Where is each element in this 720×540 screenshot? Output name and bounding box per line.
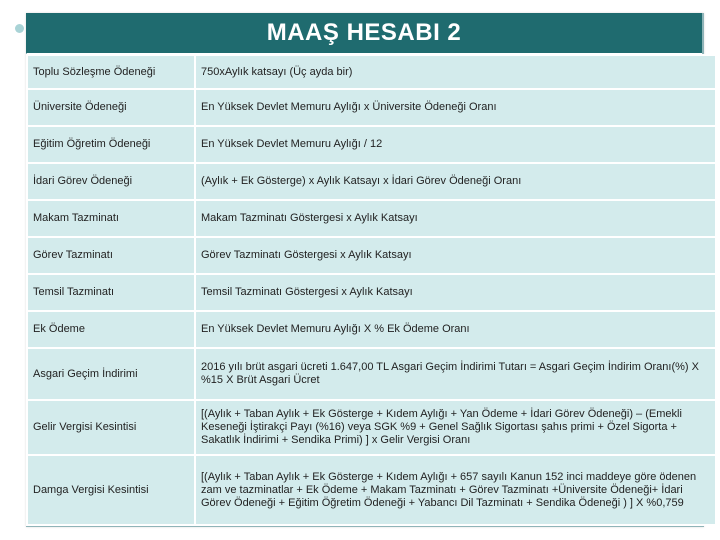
page-title: MAAŞ HESABI 2 — [266, 19, 462, 46]
row-label: Asgari Geçim İndirimi — [27, 348, 195, 400]
table-row — [27, 348, 716, 400]
row-value: 2016 yılı brüt asgari ücreti 1.647,00 TL Asgari Geçim İndirimi Tutarı = Asgari Geçim İndirim Oranı(%) X %15 X Brüt Asgari Ücret — [195, 348, 716, 400]
row-value: [(Aylık + Taban Aylık + Ek Gösterge + Kıdem Aylığı + 657 sayılı Kanun 152 inci maddeye göre ödenen zam ve tazminatlar + Ek Ödeme + Makam Tazminatı + Görev Tazminatı +Üniversite Ödeneği+ İdari Görev Ödeneği + Eğitim Öğretim Ödeneği + Yabancı Dil Tazminatı + Sendika Ödeneği ) ] X %0,759 — [195, 455, 716, 525]
decorative-dot — [15, 24, 24, 33]
table-row — [27, 274, 716, 311]
row-label: Gelir Vergisi Kesintisi — [27, 400, 195, 455]
frame-accent — [702, 14, 704, 54]
table-row — [27, 163, 716, 200]
row-label: Damga Vergisi Kesintisi — [27, 455, 195, 525]
row-value: [(Aylık + Taban Aylık + Ek Gösterge + Kıdem Aylığı + Yan Ödeme + İdari Görev Ödeneği) – (Emekli Keseneği İştirakçi Payı (%16) veya SGK %9 + Genel Sağlık Sigortası şahıs primi + Özel Sigorta + Sakatlık İndirimi + Sendika Primi) ] x Gelir Vergisi Oranı — [195, 400, 716, 455]
table-row — [27, 55, 716, 89]
table-row — [27, 200, 716, 237]
table-row — [27, 455, 716, 525]
salary-table — [26, 54, 717, 526]
row-value: Temsil Tazminatı Göstergesi x Aylık Katsayı — [195, 274, 716, 311]
row-value: En Yüksek Devlet Memuru Aylığı / 12 — [195, 126, 716, 163]
row-label: Makam Tazminatı — [27, 200, 195, 237]
row-value: 750xAylık katsayı (Üç ayda bir) — [195, 55, 716, 89]
title-bar — [26, 13, 702, 53]
row-value: En Yüksek Devlet Memuru Aylığı X % Ek Ödeme Oranı — [195, 311, 716, 348]
table-row — [27, 237, 716, 274]
row-value: Makam Tazminatı Göstergesi x Aylık Katsayı — [195, 200, 716, 237]
row-label: İdari Görev Ödeneği — [27, 163, 195, 200]
table-row — [27, 126, 716, 163]
row-label: Görev Tazminatı — [27, 237, 195, 274]
row-value: En Yüksek Devlet Memuru Aylığı x Üniversite Ödeneği Oranı — [195, 89, 716, 126]
row-label: Ek Ödeme — [27, 311, 195, 348]
row-label: Eğitim Öğretim Ödeneği — [27, 126, 195, 163]
table-row — [27, 400, 716, 455]
row-label: Üniversite Ödeneği — [27, 89, 195, 126]
row-label: Toplu Sözleşme Ödeneği — [27, 55, 195, 89]
row-label: Temsil Tazminatı — [27, 274, 195, 311]
row-value: Görev Tazminatı Göstergesi x Aylık Katsayı — [195, 237, 716, 274]
table-row — [27, 89, 716, 126]
row-value: (Aylık + Ek Gösterge) x Aylık Katsayı x İdari Görev Ödeneği Oranı — [195, 163, 716, 200]
table-row — [27, 311, 716, 348]
